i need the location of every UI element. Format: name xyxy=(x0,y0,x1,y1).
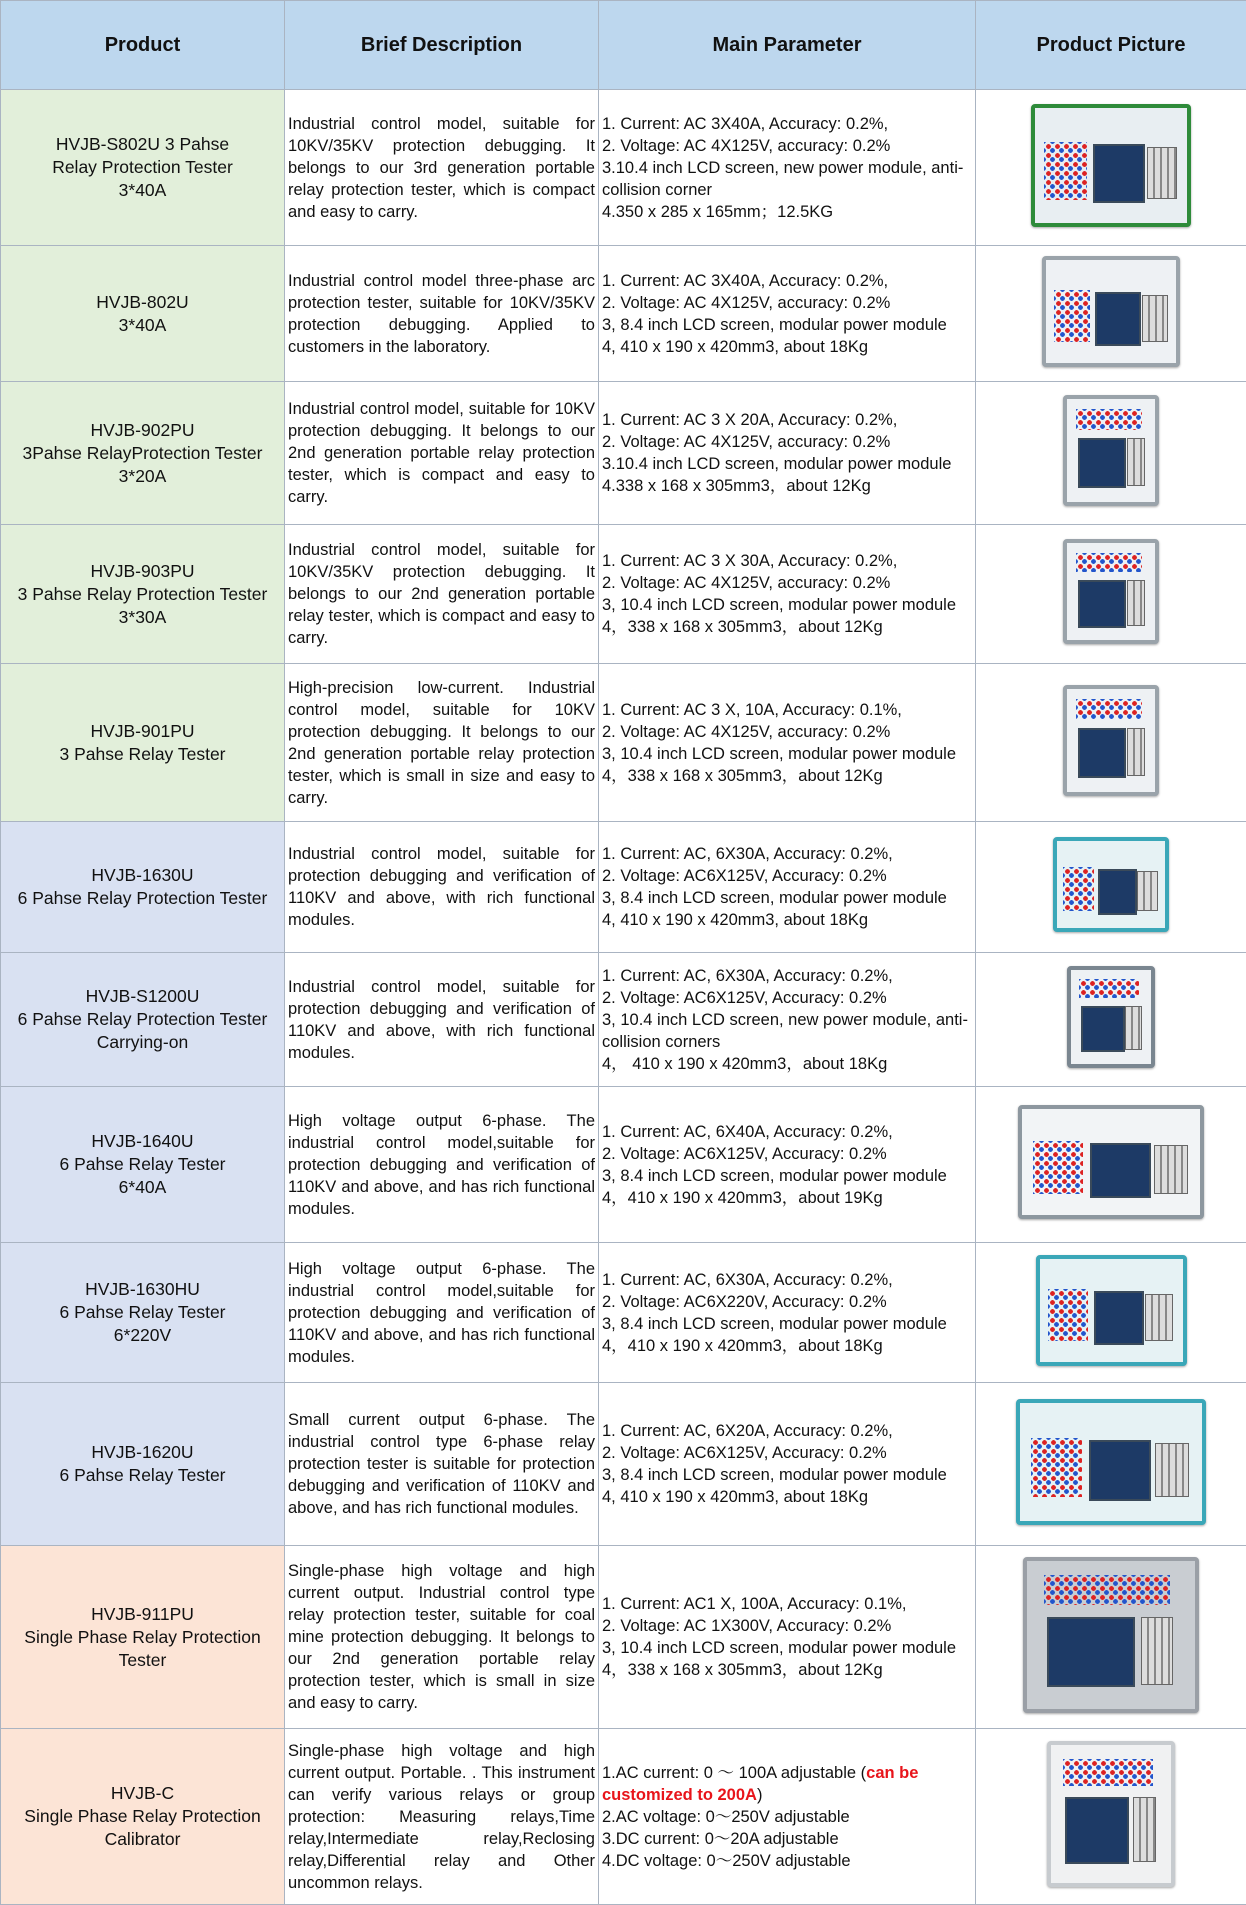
parameter-text: 4, 410 x 190 x 420mm3, about 18Kg xyxy=(602,911,868,929)
parameter-line xyxy=(602,1659,972,1681)
parameter-line xyxy=(602,431,972,453)
parameter-text: 4, 410 x 190 x 420mm3, about 18Kg xyxy=(602,1488,868,1506)
calibrator-case-icon xyxy=(1047,1741,1175,1887)
product-name-line: HVJB-1630HU xyxy=(1,1278,284,1301)
product-name-line: HVJB-911PU xyxy=(1,1603,284,1626)
product-cell xyxy=(1,1243,285,1383)
keypad-icon xyxy=(1133,1797,1157,1861)
parameter-line xyxy=(602,270,972,292)
parameter-line xyxy=(602,1637,972,1659)
product-name-line: HVJB-903PU xyxy=(1,560,284,583)
table-row xyxy=(1,246,1246,382)
picture-cell xyxy=(976,246,1246,382)
product-name-line: 3*40A xyxy=(1,179,284,202)
description-cell xyxy=(285,664,599,822)
parameter-text: 2. Voltage: AC 4X125V, accuracy: 0.2% xyxy=(602,294,890,312)
parameter-line xyxy=(602,1828,972,1850)
keypad-icon xyxy=(1137,871,1158,911)
parameter-text: 2. Voltage: AC 4X125V, accuracy: 0.2% xyxy=(602,433,890,451)
parameter-line xyxy=(602,475,972,497)
parameter-line xyxy=(602,1850,972,1872)
terminal-sockets-icon xyxy=(1076,409,1142,430)
parameter-line xyxy=(602,314,972,336)
lcd-screen-icon xyxy=(1047,1617,1135,1688)
parameter-text: 3.10.4 inch LCD screen, new power module, anti-collision corner xyxy=(602,159,963,199)
parameter-text: 4，338 x 168 x 305mm3，about 12Kg xyxy=(602,1661,883,1679)
parameter-line xyxy=(602,1762,972,1806)
picture-cell xyxy=(976,664,1246,822)
terminal-sockets-icon xyxy=(1063,867,1093,911)
parameter-text: 2. Voltage: AC6X125V, Accuracy: 0.2% xyxy=(602,1444,887,1462)
parameter-text: 4，410 x 190 x 420mm3，about 19Kg xyxy=(602,1189,883,1207)
table-body xyxy=(1,90,1246,1905)
keypad-icon xyxy=(1125,1006,1141,1050)
parameter-line xyxy=(602,1420,972,1442)
terminal-sockets-icon xyxy=(1079,979,1139,998)
product-cell xyxy=(1,664,285,822)
product-name-line: Calibrator xyxy=(1,1828,284,1851)
parameter-cell xyxy=(599,953,976,1087)
parameter-cell xyxy=(599,525,976,664)
lcd-screen-icon xyxy=(1090,1143,1151,1198)
keypad-icon xyxy=(1147,147,1176,200)
parameter-text: 3, 8.4 inch LCD screen, modular power module xyxy=(602,316,947,334)
parameter-text: 1. Current: AC, 6X40A, Accuracy: 0.2%, xyxy=(602,1123,893,1141)
description-cell xyxy=(285,1546,599,1729)
parameter-text: 1. Current: AC, 6X30A, Accuracy: 0.2%, xyxy=(602,1271,893,1289)
parameter-line xyxy=(602,135,972,157)
description-cell xyxy=(285,246,599,382)
product-name-line: 6 Pahse Relay Tester xyxy=(1,1464,284,1487)
parameter-text: 1. Current: AC 3X40A, Accuracy: 0.2%, xyxy=(602,272,888,290)
portable-relay-tester-icon xyxy=(1063,539,1159,644)
picture-cell xyxy=(976,382,1246,525)
lcd-screen-icon xyxy=(1078,580,1126,628)
parameter-text: 1.AC current: 0 ～ 100A adjustable ( xyxy=(602,1764,866,1782)
product-cell xyxy=(1,1546,285,1729)
parameter-text: 4，338 x 168 x 305mm3，about 12Kg xyxy=(602,767,883,785)
header-row xyxy=(1,1,1246,90)
parameter-tail: ) xyxy=(757,1786,763,1804)
picture-cell xyxy=(976,953,1246,1087)
parameter-text: 2. Voltage: AC 4X125V, accuracy: 0.2% xyxy=(602,137,890,155)
description-cell xyxy=(285,90,599,246)
terminal-sockets-icon xyxy=(1033,1141,1083,1194)
keypad-icon xyxy=(1142,295,1167,342)
table-row xyxy=(1,1243,1246,1383)
picture-cell xyxy=(976,90,1246,246)
parameter-text: 2. Voltage: AC6X125V, Accuracy: 0.2% xyxy=(602,1145,887,1163)
header-product: Product xyxy=(1,1,285,90)
picture-cell xyxy=(976,1546,1246,1729)
product-name-line: 6*40A xyxy=(1,1176,284,1199)
parameter-line xyxy=(602,887,972,909)
parameter-cell xyxy=(599,664,976,822)
keypad-icon xyxy=(1155,1443,1190,1497)
parameter-text: 4.350 x 285 x 165mm；12.5KG xyxy=(602,203,833,221)
terminal-sockets-icon xyxy=(1076,553,1142,572)
terminal-sockets-icon xyxy=(1076,699,1142,720)
product-name-line: HVJB-S1200U xyxy=(1,985,284,1008)
product-name-line: Carrying-on xyxy=(1,1031,284,1054)
picture-cell xyxy=(976,822,1246,953)
parameter-text: 2. Voltage: AC6X125V, Accuracy: 0.2% xyxy=(602,867,887,885)
terminal-sockets-icon xyxy=(1054,290,1090,342)
product-name-line: 6 Pahse Relay Tester xyxy=(1,1301,284,1324)
lcd-screen-icon xyxy=(1094,1291,1144,1344)
description-cell xyxy=(285,953,599,1087)
parameter-line xyxy=(602,1187,972,1209)
parameter-line xyxy=(602,909,972,931)
product-cell xyxy=(1,382,285,525)
keypad-icon xyxy=(1141,1617,1173,1686)
description-cell xyxy=(285,1383,599,1546)
lcd-screen-icon xyxy=(1078,438,1126,488)
parameter-text: 4.DC voltage: 0～250V adjustable xyxy=(602,1852,851,1870)
carry-on-relay-tester-icon xyxy=(1067,966,1155,1068)
table-row xyxy=(1,822,1246,953)
terminal-sockets-icon xyxy=(1048,1289,1088,1341)
parameter-text: 3.10.4 inch LCD screen, modular power module xyxy=(602,455,951,473)
parameter-line xyxy=(602,550,972,572)
description-text: Industrial control model three-phase arc protection tester, suitable for 10KV/35KV protection debugging. Applied to customers in the laboratory. xyxy=(288,270,595,358)
description-text: Industrial control model, suitable for 10KV/35KV protection debugging. It belongs to our 2nd generation portable relay tester, which is compact and easy to carry. xyxy=(288,539,595,649)
product-name-line: HVJB-S802U 3 Pahse xyxy=(1,133,284,156)
parameter-text: 3, 10.4 inch LCD screen, modular power module xyxy=(602,745,956,763)
parameter-line xyxy=(602,572,972,594)
description-text: Industrial control model, suitable for 10KV protection debugging. It belongs to our 2nd generation portable relay protection tester, which is compact and easy to carry. xyxy=(288,398,595,508)
description-cell xyxy=(285,1729,599,1905)
product-name-line: HVJB-1630U xyxy=(1,864,284,887)
description-cell xyxy=(285,525,599,664)
header-parameter: Main Parameter xyxy=(599,1,976,90)
parameter-text: 3, 10.4 inch LCD screen, modular power module xyxy=(602,1639,956,1657)
parameter-cell xyxy=(599,246,976,382)
product-name-line: HVJB-C xyxy=(1,1782,284,1805)
product-name-line: 6 Pahse Relay Tester xyxy=(1,1153,284,1176)
parameter-line xyxy=(602,113,972,135)
product-name-line: 3*40A xyxy=(1,314,284,337)
parameter-text: 3.DC current: 0～20A adjustable xyxy=(602,1830,839,1848)
parameter-line xyxy=(602,336,972,358)
parameter-text: 4.338 x 168 x 305mm3，about 12Kg xyxy=(602,477,871,495)
parameter-text: 3, 8.4 inch LCD screen, modular power module xyxy=(602,1167,947,1185)
parameter-line xyxy=(602,1143,972,1165)
parameter-text: 4，410 x 190 x 420mm3，about 18Kg xyxy=(602,1337,883,1355)
description-text: Industrial control model, suitable for protection debugging and verification of 110KV and above, with rich functional modules. xyxy=(288,843,595,931)
picture-cell xyxy=(976,525,1246,664)
parameter-cell xyxy=(599,1546,976,1729)
description-text: Small current output 6-phase. The industrial control type 6-phase relay protection tester is suitable for protection debugging and verification of 110KV and above, and has rich functional modules. xyxy=(288,1409,595,1519)
parameter-text: 3, 8.4 inch LCD screen, modular power module xyxy=(602,1466,947,1484)
parameter-text: 1. Current: AC 3 X, 10A, Accuracy: 0.1%, xyxy=(602,701,902,719)
product-name-line: 3Pahse RelayProtection Tester xyxy=(1,442,284,465)
parameter-line xyxy=(602,1442,972,1464)
parameter-line xyxy=(602,1335,972,1357)
table-row xyxy=(1,90,1246,246)
parameter-text: 1. Current: AC1 X, 100A, Accuracy: 0.1%, xyxy=(602,1595,907,1613)
lcd-screen-icon xyxy=(1078,728,1126,778)
parameter-text: 1. Current: AC, 6X20A, Accuracy: 0.2%, xyxy=(602,1422,893,1440)
parameter-text: 2. Voltage: AC 4X125V, accuracy: 0.2% xyxy=(602,723,890,741)
parameter-text: 2. Voltage: AC6X125V, Accuracy: 0.2% xyxy=(602,989,887,1007)
parameter-text: 4，338 x 168 x 305mm3，about 12Kg xyxy=(602,618,883,636)
terminal-sockets-icon xyxy=(1063,1759,1153,1787)
parameter-line xyxy=(602,1269,972,1291)
parameter-line xyxy=(602,1313,972,1335)
parameter-line xyxy=(602,765,972,787)
product-cell xyxy=(1,1087,285,1243)
parameter-line xyxy=(602,743,972,765)
parameter-cell xyxy=(599,382,976,525)
table-row xyxy=(1,1383,1246,1546)
lcd-screen-icon xyxy=(1065,1797,1129,1863)
lcd-screen-icon xyxy=(1098,869,1137,915)
picture-cell xyxy=(976,1383,1246,1546)
header-description: Brief Description xyxy=(285,1,599,90)
parameter-text: 1. Current: AC 3 X 20A, Accuracy: 0.2%, xyxy=(602,411,897,429)
parameter-line xyxy=(602,594,972,616)
product-name-line: Single Phase Relay Protection xyxy=(1,1626,284,1649)
parameter-line xyxy=(602,409,972,431)
table-row xyxy=(1,1729,1246,1905)
parameter-text: 2.AC voltage: 0～250V adjustable xyxy=(602,1808,850,1826)
parameter-line xyxy=(602,157,972,201)
description-text: High voltage output 6-phase. The industrial control model,suitable for protection debugging and verification of 110KV and above, and has rich functional modules. xyxy=(288,1110,595,1220)
parameter-text: 4, 410 x 190 x 420mm3, about 18Kg xyxy=(602,338,868,356)
parameter-line xyxy=(602,1615,972,1637)
table-row xyxy=(1,1087,1246,1243)
parameter-cell xyxy=(599,1383,976,1546)
parameter-text: 3, 8.4 inch LCD screen, modular power module xyxy=(602,1315,947,1333)
parameter-line xyxy=(602,1593,972,1615)
product-name-line: HVJB-1620U xyxy=(1,1441,284,1464)
parameter-cell xyxy=(599,1087,976,1243)
parameter-line xyxy=(602,1009,972,1053)
parameter-cell xyxy=(599,822,976,953)
lcd-screen-icon xyxy=(1089,1440,1151,1501)
portable-relay-tester-icon xyxy=(1063,685,1159,796)
parameter-text: 3, 8.4 inch LCD screen, modular power module xyxy=(602,889,947,907)
product-name-line: 3*20A xyxy=(1,465,284,488)
parameter-text: 1. Current: AC 3X40A, Accuracy: 0.2%, xyxy=(602,115,888,133)
description-text: Single-phase high voltage and high current output. Industrial control type relay protection tester, suitable for coal mine protection debugging. It belongs to our 2nd generation portable relay protection tester, which is small in size and easy to carry. xyxy=(288,1560,595,1714)
product-cell xyxy=(1,1383,285,1546)
parameter-line xyxy=(602,1165,972,1187)
description-text: Industrial control model, suitable for 10KV/35KV protection debugging. It belongs to our 3rd generation portable relay protection tester, which is compact and easy to carry. xyxy=(288,113,595,223)
product-name-line: 6 Pahse Relay Protection Tester xyxy=(1,1008,284,1031)
description-cell xyxy=(285,822,599,953)
parameter-text: 3, 10.4 inch LCD screen, modular power module xyxy=(602,596,956,614)
product-name-line: 6 Pahse Relay Protection Tester xyxy=(1,887,284,910)
green-relay-tester-with-handle-icon xyxy=(1031,104,1191,227)
keypad-icon xyxy=(1127,728,1145,776)
table-row xyxy=(1,382,1246,525)
keypad-icon xyxy=(1145,1294,1173,1341)
keypad-icon xyxy=(1127,580,1145,626)
teal-relay-tester-icon xyxy=(1016,1399,1206,1525)
portable-relay-tester-icon xyxy=(1063,395,1159,506)
parameter-line xyxy=(602,1806,972,1828)
product-cell xyxy=(1,822,285,953)
picture-cell xyxy=(976,1087,1246,1243)
product-name-line: HVJB-901PU xyxy=(1,720,284,743)
header-picture: Product Picture xyxy=(976,1,1246,90)
lcd-screen-icon xyxy=(1081,1006,1125,1052)
picture-cell xyxy=(976,1729,1246,1905)
parameter-line xyxy=(602,1291,972,1313)
keypad-icon xyxy=(1154,1145,1188,1194)
parameter-line xyxy=(602,987,972,1009)
description-text: Single-phase high voltage and high current output. Portable. . This instrument can verify various relays or group protection: Measuring relays,Time relay,Intermediate relay,Reclosing relay,Differential relay and Other uncommon relays. xyxy=(288,1740,595,1894)
product-cell xyxy=(1,953,285,1087)
description-text: High voltage output 6-phase. The industrial control model,suitable for protection debugging and verification of 110KV and above, and has rich functional modules. xyxy=(288,1258,595,1368)
single-phase-tester-icon xyxy=(1023,1557,1199,1713)
parameter-line xyxy=(602,201,972,223)
parameter-text: 4， 410 x 190 x 420mm3，about 18Kg xyxy=(602,1055,887,1073)
terminal-sockets-icon xyxy=(1044,142,1087,200)
product-name-line: Single Phase Relay Protection xyxy=(1,1805,284,1828)
parameter-line xyxy=(602,965,972,987)
table-row xyxy=(1,664,1246,822)
wide-relay-tester-icon xyxy=(1018,1105,1204,1219)
teal-relay-tester-icon xyxy=(1036,1255,1187,1366)
parameter-line xyxy=(602,453,972,475)
product-name-line: HVJB-1640U xyxy=(1,1130,284,1153)
description-text: Industrial control model, suitable for protection debugging and verification of 110KV and above, with rich functional modules. xyxy=(288,976,595,1064)
product-name-line: 3 Pahse Relay Protection Tester xyxy=(1,583,284,606)
parameter-text: 2. Voltage: AC6X220V, Accuracy: 0.2% xyxy=(602,1293,887,1311)
parameter-line xyxy=(602,1121,972,1143)
parameter-text: 3, 10.4 inch LCD screen, new power module, anti-collision corners xyxy=(602,1011,968,1051)
teal-relay-tester-icon xyxy=(1053,837,1169,932)
product-name-line: Relay Protection Tester xyxy=(1,156,284,179)
product-name-line: HVJB-802U xyxy=(1,291,284,314)
parameter-line xyxy=(602,865,972,887)
table-row xyxy=(1,953,1246,1087)
keypad-icon xyxy=(1127,438,1145,486)
terminal-sockets-icon xyxy=(1044,1575,1170,1605)
parameter-line xyxy=(602,721,972,743)
terminal-sockets-icon xyxy=(1031,1438,1082,1497)
product-cell xyxy=(1,525,285,664)
parameter-line xyxy=(602,292,972,314)
parameter-text: 1. Current: AC 3 X 30A, Accuracy: 0.2%, xyxy=(602,552,897,570)
product-name-line: Tester xyxy=(1,1649,284,1672)
description-cell xyxy=(285,1087,599,1243)
parameter-text: 1. Current: AC, 6X30A, Accuracy: 0.2%, xyxy=(602,967,893,985)
parameter-line xyxy=(602,1486,972,1508)
product-cell xyxy=(1,90,285,246)
product-name-line: HVJB-902PU xyxy=(1,419,284,442)
table-row xyxy=(1,1546,1246,1729)
product-cell xyxy=(1,1729,285,1905)
product-name-line: 3 Pahse Relay Tester xyxy=(1,743,284,766)
parameter-line xyxy=(602,1464,972,1486)
lcd-screen-icon xyxy=(1093,144,1146,203)
parameter-cell xyxy=(599,90,976,246)
table-row xyxy=(1,525,1246,664)
picture-cell xyxy=(976,1243,1246,1383)
description-cell xyxy=(285,1243,599,1383)
description-cell xyxy=(285,382,599,525)
parameter-line xyxy=(602,1053,972,1075)
product-name-line: 6*220V xyxy=(1,1324,284,1347)
relay-tester-icon xyxy=(1042,256,1180,367)
product-name-line: 3*30A xyxy=(1,606,284,629)
parameter-cell xyxy=(599,1243,976,1383)
parameter-line xyxy=(602,699,972,721)
parameter-text: 2. Voltage: AC 4X125V, accuracy: 0.2% xyxy=(602,574,890,592)
parameter-line xyxy=(602,843,972,865)
parameter-text: 1. Current: AC, 6X30A, Accuracy: 0.2%, xyxy=(602,845,893,863)
product-cell xyxy=(1,246,285,382)
parameter-highlight: can be customized to 200A xyxy=(602,1764,918,1804)
parameter-text: 2. Voltage: AC 1X300V, Accuracy: 0.2% xyxy=(602,1617,891,1635)
parameter-cell xyxy=(599,1729,976,1905)
lcd-screen-icon xyxy=(1095,292,1141,345)
description-text: High-precision low-current. Industrial control model, suitable for 10KV protection debugging. It belongs to our 2nd generation portable relay protection tester, which is small in size and easy to carry. xyxy=(288,677,595,809)
parameter-line xyxy=(602,616,972,638)
